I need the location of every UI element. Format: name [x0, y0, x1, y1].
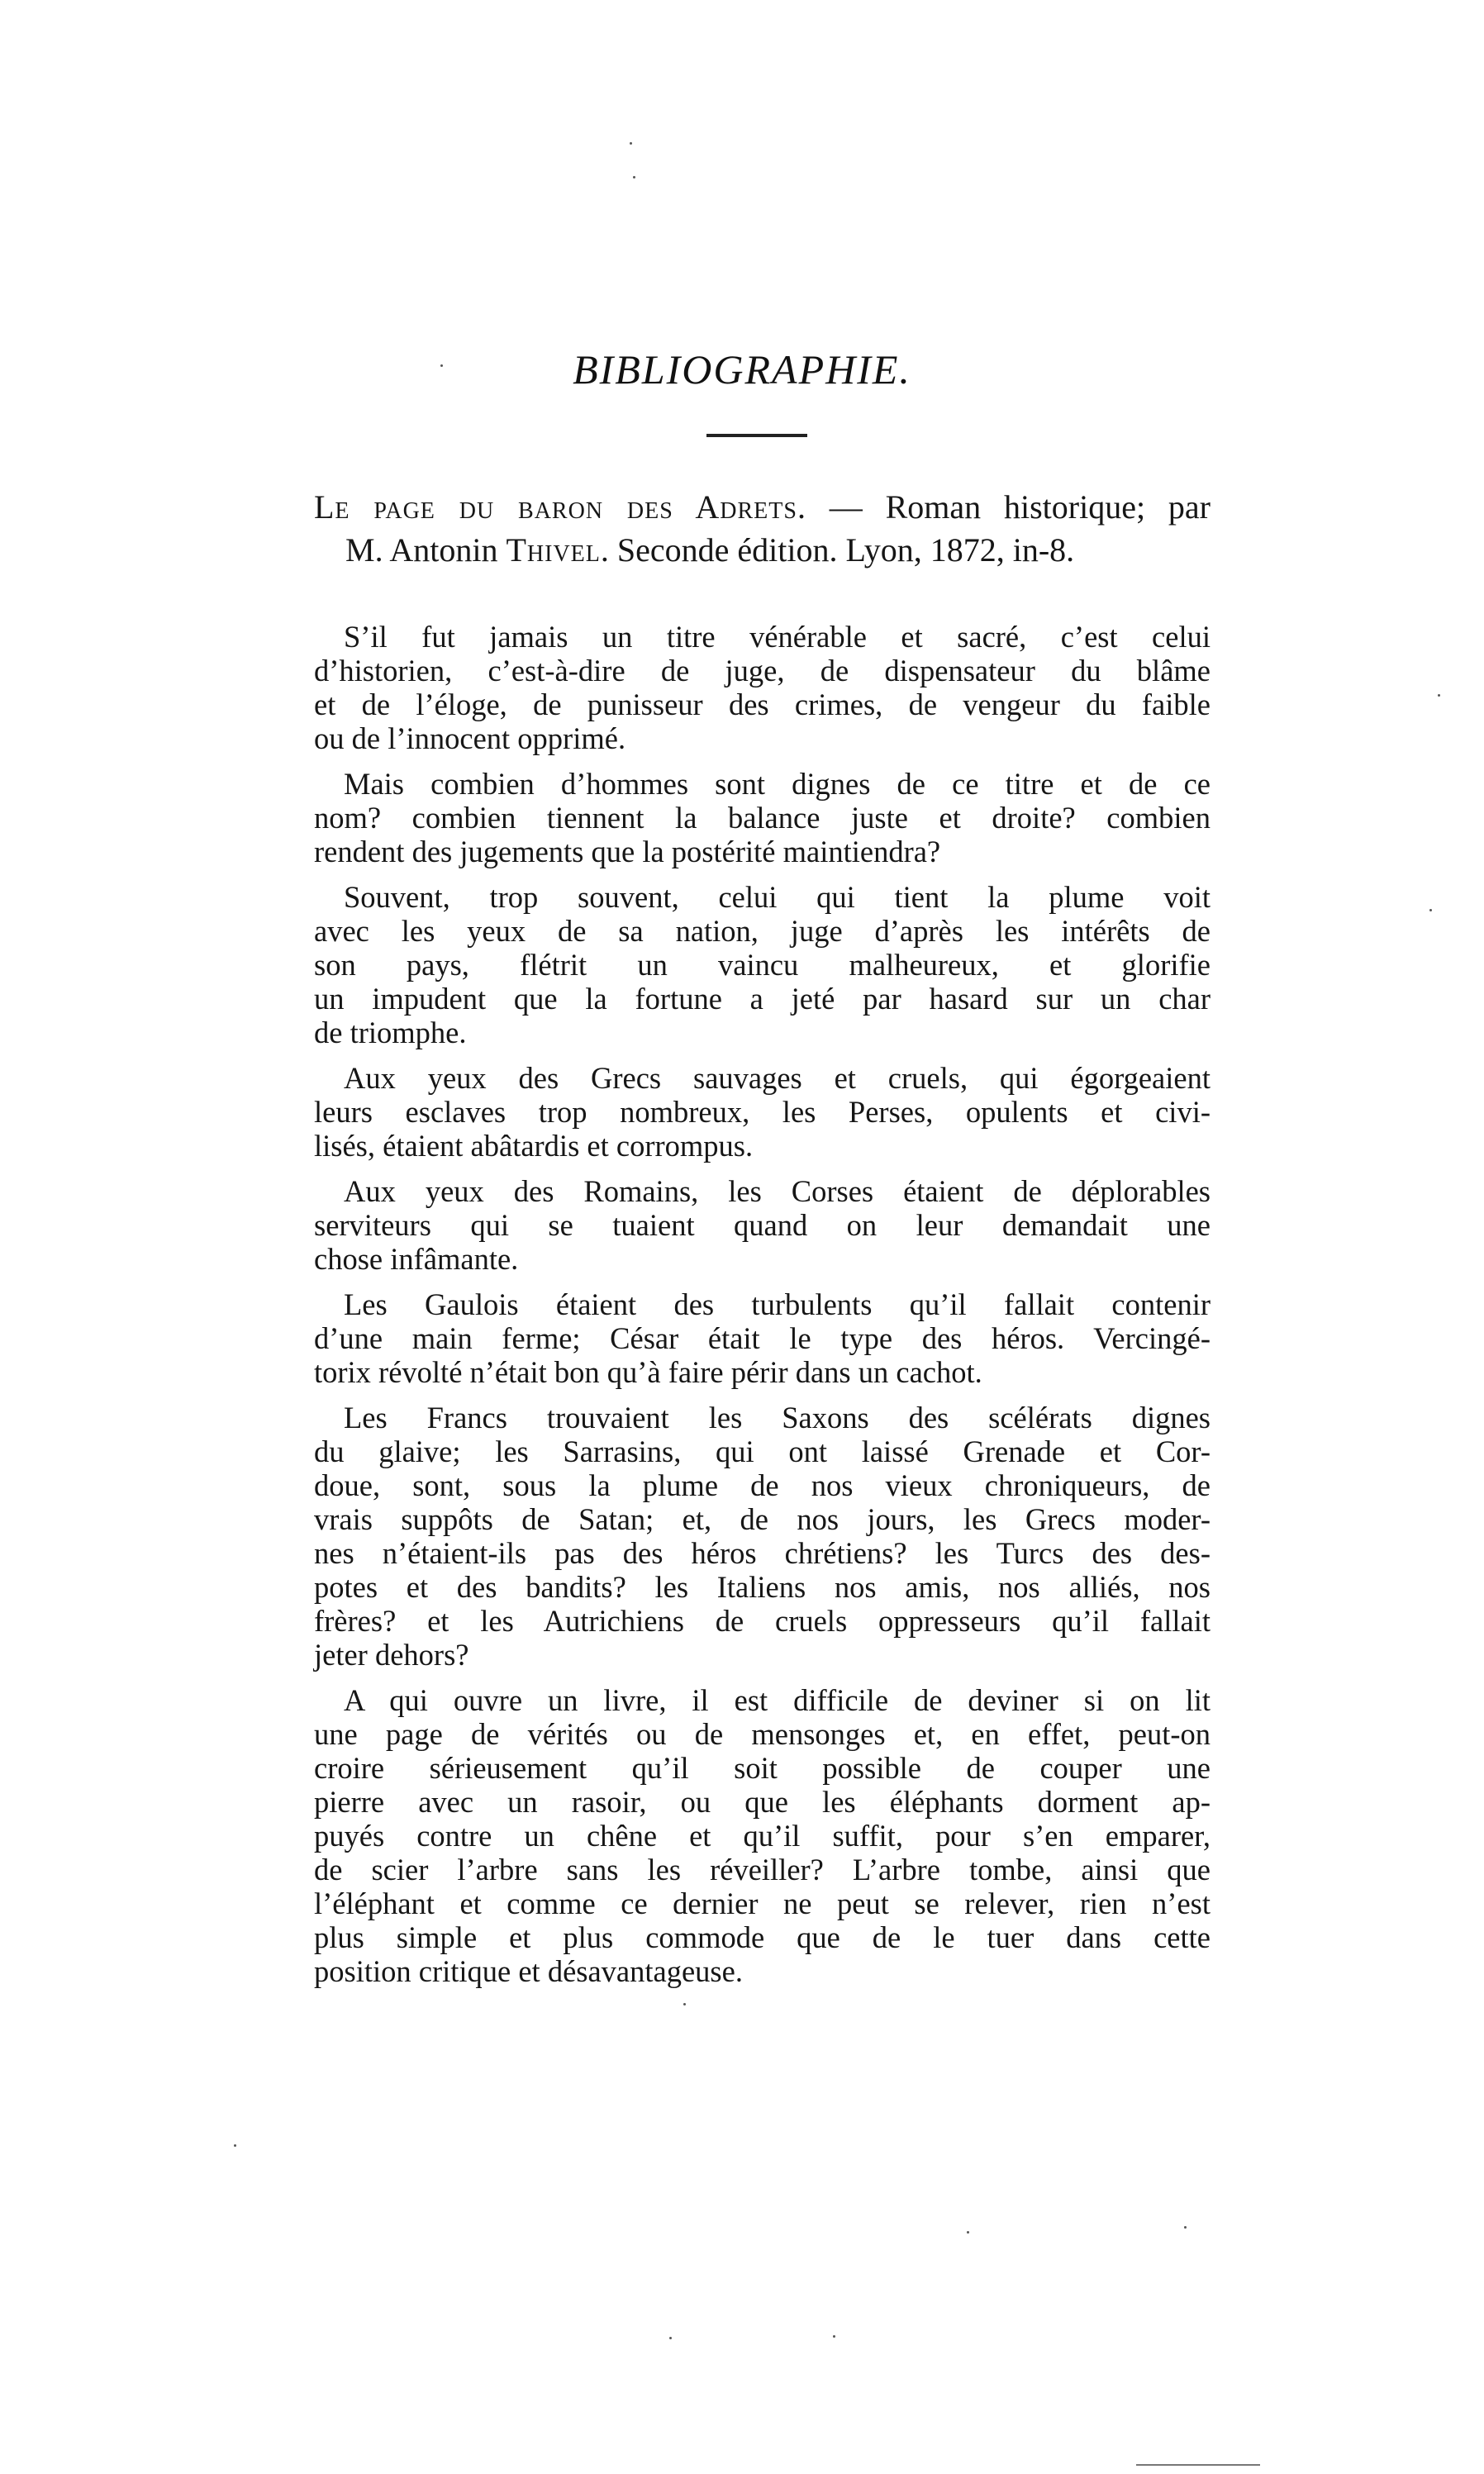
paragraph-line: Aux yeux des Romains, les Corses étaient de déplorables — [344, 1174, 1211, 1208]
paragraph-line: doue, sont, sous la plume de nos vieux chroniqueurs, de — [314, 1468, 1211, 1502]
paragraph-line: frères? et les Autrichiens de cruels oppresseurs qu’il fallait — [314, 1604, 1211, 1638]
heading-divider — [706, 434, 807, 437]
paragraph-line: Mais combien d’hommes sont dignes de ce titre et de ce — [344, 767, 1211, 801]
paragraph-line: puyés contre un chêne et qu’il suffit, pour s’en emparer, — [314, 1819, 1211, 1853]
paragraph-line: leurs esclaves trop nombreux, les Perses, opulents et civi- — [314, 1095, 1211, 1129]
scan-speck — [633, 176, 635, 178]
scan-speck — [833, 2335, 835, 2338]
paragraph-line: position critique et désavantageuse. — [314, 1954, 743, 1988]
paragraph — [314, 880, 1211, 1049]
paragraph-line: Souvent, trop souvent, celui qui tient la plume voit — [344, 880, 1211, 914]
author-name: Thivel — [506, 531, 601, 569]
paragraph-line: d’une main ferme; César était le type des héros. Vercingé- — [314, 1321, 1211, 1355]
paragraph-line: Les Francs trouvaient les Saxons des scélérats dignes — [344, 1401, 1211, 1434]
book-title: Le page du baron des Adrets. — [314, 488, 806, 526]
bibliographic-entry — [314, 486, 1211, 572]
paragraph-line: nes n’étaient-ils pas des héros chrétiens? les Turcs des des- — [314, 1536, 1211, 1570]
bottom-edge-mark — [1136, 2464, 1260, 2466]
paragraph-line: son pays, flétrit un vaincu malheureux, et glorifie — [314, 948, 1211, 982]
scan-speck — [967, 2231, 969, 2234]
paragraph — [314, 1061, 1211, 1163]
scan-speck — [630, 142, 632, 145]
page-heading: BIBLIOGRAPHIE. — [573, 346, 911, 393]
paragraph-line: rendent des jugements que la postérité maintiendra? — [314, 835, 941, 868]
scan-speck — [1438, 694, 1440, 697]
paragraph — [314, 1174, 1211, 1276]
book-genre: Roman historique; par — [885, 488, 1211, 526]
paragraph — [314, 1401, 1211, 1672]
scan-speck — [1184, 2226, 1187, 2229]
paragraph-line: ou de l’innocent opprimé. — [314, 721, 626, 755]
paragraph-line: avec les yeux de sa nation, juge d’après les intérêts de — [314, 914, 1211, 948]
paragraph-line: plus simple et plus commode que de le tuer dans cette — [314, 1920, 1211, 1954]
title-dash: — — [806, 488, 886, 526]
paragraph — [314, 1683, 1211, 1988]
paragraph-line: une page de vérités ou de mensonges et, en effet, peut-on — [314, 1717, 1211, 1751]
scan-speck — [234, 2144, 236, 2147]
paragraph-line: potes et des bandits? les Italiens nos amis, nos alliés, nos — [314, 1570, 1211, 1604]
paragraph-line: vrais suppôts de Satan; et, de nos jours, les Grecs moder- — [314, 1502, 1211, 1536]
bibliographic-entry-line-2 — [314, 529, 1211, 572]
scan-speck — [683, 2003, 686, 2005]
edition-info: . Seconde édition. Lyon, 1872, in-8. — [600, 531, 1075, 569]
paragraph-line: d’historien, c’est-à-dire de juge, de dispensateur du blâme — [314, 654, 1211, 687]
paragraph-line: torix révolté n’était bon qu’à faire périr dans un cachot. — [314, 1355, 982, 1389]
paragraph-line: pierre avec un rasoir, ou que les éléphants dorment ap- — [314, 1785, 1211, 1819]
paragraph-line: serviteurs qui se tuaient quand on leur demandait une — [314, 1208, 1211, 1242]
paragraph-line: un impudent que la fortune a jeté par hasard sur un char — [314, 982, 1211, 1016]
scan-speck — [1429, 909, 1432, 911]
paragraph — [314, 1287, 1211, 1389]
paragraph-line: lisés, étaient abâtardis et corrompus. — [314, 1129, 754, 1163]
paragraph-line: S’il fut jamais un titre vénérable et sacré, c’est celui — [344, 620, 1211, 654]
paragraph-line: de triomphe. — [314, 1016, 467, 1049]
paragraph-line: de scier l’arbre sans les réveiller? L’arbre tombe, ainsi que — [314, 1853, 1211, 1886]
paragraph-line: Les Gaulois étaient des turbulents qu’il fallait contenir — [344, 1287, 1211, 1321]
paragraph-line: jeter dehors? — [314, 1638, 469, 1672]
article-body — [314, 620, 1211, 2000]
paragraph-line: chose infâmante. — [314, 1242, 519, 1276]
paragraph-line: nom? combien tiennent la balance juste et droite? combien — [314, 801, 1211, 835]
paragraph — [314, 620, 1211, 755]
paragraph-line: et de l’éloge, de punisseur des crimes, de vengeur du faible — [314, 687, 1211, 721]
paragraph-line: l’éléphant et comme ce dernier ne peut se relever, rien n’est — [314, 1886, 1211, 1920]
paragraph-line: du glaive; les Sarrasins, qui ont laissé Grenade et Cor- — [314, 1434, 1211, 1468]
bibliographic-entry-line-1 — [314, 486, 1211, 529]
author-prefix: M. Antonin — [345, 531, 507, 569]
paragraph-line: croire sérieusement qu’il soit possible de couper une — [314, 1751, 1211, 1785]
scan-speck — [669, 2337, 672, 2339]
paragraph-line: A qui ouvre un livre, il est difficile de deviner si on lit — [344, 1683, 1211, 1717]
paragraph-line: Aux yeux des Grecs sauvages et cruels, qui égorgeaient — [344, 1061, 1211, 1095]
paragraph — [314, 767, 1211, 868]
